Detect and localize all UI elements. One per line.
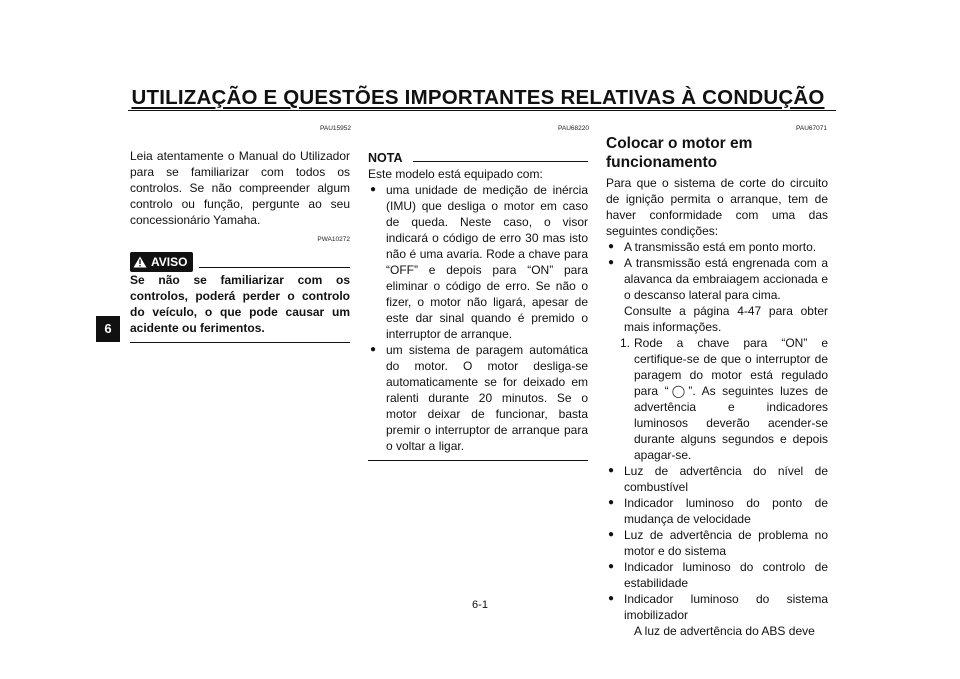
section-heading: Colocar o motor em funcionamento	[606, 135, 753, 171]
nota-bottom-rule	[368, 460, 588, 461]
step-number: 1.	[619, 336, 630, 350]
ref-code-left: PAU15952	[320, 125, 351, 132]
step-text: Rode a chave para “ON” e certifique-se de que o interruptor de paragem do motor está regulado para “◯”. As seguintes luzes de advertência e indicadores luminosos deverão acender-se durante alguns segundos e depois apagar-se.	[634, 336, 828, 462]
warning-label: AVISO	[151, 255, 188, 269]
ref-code-right: PAU67071	[796, 125, 827, 132]
chapter-tab[interactable]: 6	[96, 316, 120, 342]
warning-header	[130, 252, 350, 272]
intro-paragraph: Leia atentamente o Manual do Utilizador para se familiarizar com todos os controlos. Se não compreender algum controlo ou função, pergunte ao seu concessionário Yamaha.	[130, 149, 350, 227]
condition-clutch: ● A transmissão está engrenada com a alavanca da embraiagem accionada e o descanso lateral para cima.	[606, 255, 828, 303]
nota-list	[368, 182, 588, 454]
middle-column	[368, 150, 588, 461]
light-engine: ● Luz de advertência de problema no motor e do sistema	[606, 527, 828, 559]
nota-rule	[413, 161, 589, 162]
left-column	[130, 148, 350, 343]
consult-note: Consulte a página 4-47 para obter mais informações.	[624, 304, 828, 334]
section-intro: Para que o sistema de corte do circuito de ignição permita o arranque, tem de haver conformidade com uma das seguintes condições:	[606, 176, 828, 238]
condition-list	[606, 239, 828, 303]
abs-text: A luz de advertência do ABS deve	[634, 624, 815, 638]
light-list	[606, 463, 828, 623]
warning-rule	[199, 267, 350, 268]
nota-header	[368, 150, 588, 166]
light-fuel: ● Luz de advertência do nível de combustível	[606, 463, 828, 495]
light-immobilizer: ● Indicador luminoso do sistema imobilizador	[606, 591, 828, 623]
nota-item-auto-stop: ● um sistema de paragem automática do motor. O motor desliga-se automaticamente se for deixado em ralenti durante 20 minutos. Se o motor deixar de funcionar, basta premir o interruptor de arranque para o voltar a ligar.	[368, 342, 588, 454]
page-title: UTILIZAÇÃO E QUESTÕES IMPORTANTES RELATIVAS À CONDUÇÃO	[131, 86, 825, 109]
warning-text: Se não se familiarizar com os controlos, poderá perder o controlo do veículo, o que pode causar um acidente ou ferimentos.	[130, 273, 350, 335]
nota-item-imu: ● uma unidade de medição de inércia (IMU) que desliga o motor em caso de queda. Neste caso, o visor indicará o código de erro 30 mas isto não é uma avaria. Rode a chave para “OFF” e depois para “ON” para eliminar o código de erro. Se não o fizer, o motor não ligará, apesar de este dar sinal quando é premido o interruptor de arranque.	[368, 182, 588, 342]
title-rule	[128, 110, 836, 111]
warning-bottom-rule	[130, 342, 350, 343]
light-shift: ● Indicador luminoso do ponto de mudança de velocidade	[606, 495, 828, 527]
warning-code: PWA10272	[317, 236, 350, 243]
nota-lead: Este modelo está equipado com:	[368, 167, 543, 181]
condition-neutral: ● A transmissão está em ponto morto.	[606, 239, 828, 255]
step-1	[606, 335, 828, 463]
ref-code-middle: PAU68220	[558, 125, 589, 132]
right-column	[606, 134, 828, 639]
warning-triangle-icon	[133, 256, 147, 268]
nota-label: NOTA	[368, 151, 403, 165]
light-stability: ● Indicador luminoso do controlo de estabilidade	[606, 559, 828, 591]
page-number: 6-1	[472, 599, 488, 611]
warning-badge	[130, 252, 193, 272]
